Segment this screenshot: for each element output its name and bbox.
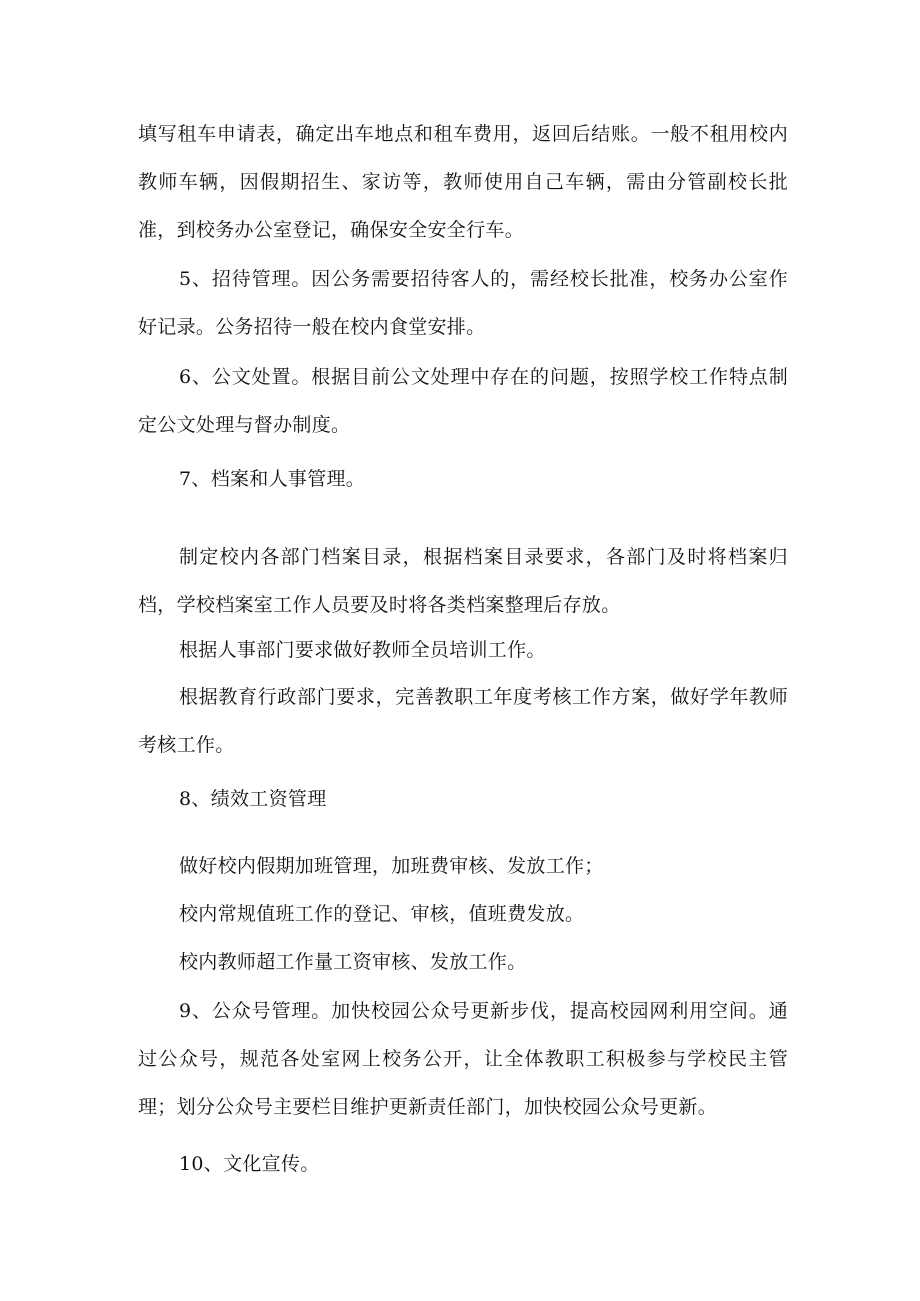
heading-archives-personnel: 7、档案和人事管理。 bbox=[179, 468, 366, 490]
paragraph-car-rental: 填写租车申请表，确定出车地点和租车费用，返回后结账。一般不租用校内教师车辆，因假期招生、家访等，教师使用自己车辆，需由分管副校长批准，到校务办公室登记，确保安全安全行车。 bbox=[138, 123, 788, 241]
paragraph-staff-assessment: 根据教育行政部门要求，完善教职工年度考核工作方案，做好学年教师考核工作。 bbox=[138, 686, 788, 756]
paragraph-overtime: 做好校内假期加班管理，加班费审核、发放工作； bbox=[179, 855, 604, 877]
heading-performance-pay: 8、绩效工资管理 bbox=[179, 788, 327, 810]
paragraph-archives-catalog: 制定校内各部门档案目录，根据档案目录要求，各部门及时将档案归档，学校档案室工作人员要及时将各类档案整理后存放。 bbox=[138, 546, 788, 616]
paragraph-workload-pay: 校内教师超工作量工资审核、发放工作。 bbox=[179, 951, 527, 973]
heading-culture-publicity: 10、文化宣传。 bbox=[179, 1153, 320, 1175]
paragraph-document-handling: 6、公文处置。根据目前公文处理中存在的问题，按照学校工作特点制定公文处理与督办制度。 bbox=[138, 366, 788, 436]
paragraph-official-account: 9、公众号管理。加快校园公众号更新步伐，提高校园网利用空间。通过公众号，规范各处室网上校务公开，让全体教职工积极参与学校民主管理；划分公众号主要栏目维护更新责任部门，加快校园公众号更新。 bbox=[138, 1000, 788, 1118]
paragraph-teacher-training: 根据人事部门要求做好教师全员培训工作。 bbox=[179, 639, 546, 661]
paragraph-reception-management: 5、招待管理。因公务需要招待客人的，需经校长批准，校务办公室作好记录。公务招待一般在校内食堂安排。 bbox=[138, 268, 788, 338]
paragraph-duty: 校内常规值班工作的登记、审核，值班费发放。 bbox=[179, 903, 585, 925]
